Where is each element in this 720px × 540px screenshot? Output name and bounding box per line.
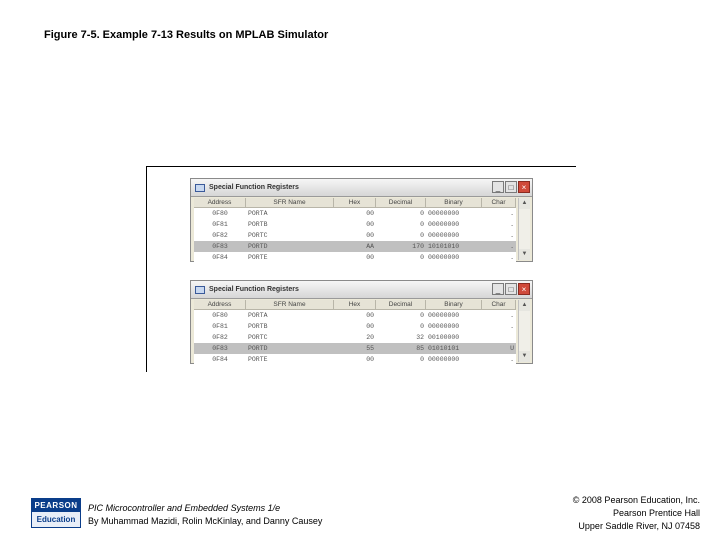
window-title: Special Function Registers: [209, 286, 299, 293]
cell-sfr-name: PORTC: [248, 232, 268, 239]
cell-char: .: [510, 232, 514, 239]
cell-hex: 00: [366, 232, 374, 239]
cell-address: 0F84: [212, 254, 228, 261]
column-header-address[interactable]: Address: [194, 198, 246, 208]
publisher-line: Pearson Prentice Hall: [612, 508, 700, 518]
cell-address: 0F80: [212, 210, 228, 217]
table-row[interactable]: [194, 332, 516, 343]
window-app-icon: [195, 286, 205, 294]
scroll-down-icon[interactable]: ▼: [519, 351, 530, 362]
scroll-up-icon[interactable]: ▲: [519, 300, 530, 311]
cell-address: 0F82: [212, 232, 228, 239]
cell-sfr-name: PORTC: [248, 334, 268, 341]
table-row-selected[interactable]: [194, 343, 516, 354]
cell-char: .: [510, 243, 514, 250]
column-header-address[interactable]: Address: [194, 300, 246, 310]
sfr-window-before: [190, 178, 533, 262]
sfr-window-after: [190, 280, 533, 364]
cell-sfr-name: PORTD: [248, 243, 268, 250]
column-header-char[interactable]: Char: [482, 300, 516, 310]
vertical-scrollbar[interactable]: [518, 300, 530, 362]
cell-char: .: [510, 323, 514, 330]
cell-binary: 00000000: [428, 356, 460, 363]
cell-binary: 00000000: [428, 254, 460, 261]
maximize-icon[interactable]: □: [505, 181, 517, 193]
cell-char: .: [510, 221, 514, 228]
book-authors: By Muhammad Mazidi, Rolin McKinlay, and Danny Causey: [88, 516, 323, 526]
cell-address: 0F81: [212, 323, 228, 330]
cell-char: [482, 332, 516, 343]
cell-address: 0F83: [212, 243, 228, 250]
cell-sfr-name: PORTE: [248, 356, 268, 363]
cell-decimal: 0: [420, 312, 424, 319]
cell-decimal: 170: [412, 243, 424, 250]
minimize-icon[interactable]: _: [492, 283, 504, 295]
cell-hex: 00: [366, 210, 374, 217]
vertical-scrollbar[interactable]: [518, 198, 530, 260]
column-header-hex[interactable]: Hex: [334, 198, 376, 208]
column-header-sfr-name[interactable]: SFR Name: [246, 198, 334, 208]
window-title: Special Function Registers: [209, 184, 299, 191]
cell-hex: 20: [366, 334, 374, 341]
cell-binary: 01010101: [428, 345, 460, 352]
cell-binary: 10101010: [428, 243, 460, 250]
cell-hex: 00: [366, 254, 374, 261]
cell-sfr-name: PORTD: [248, 345, 268, 352]
table-header: [194, 198, 516, 208]
address-line: Upper Saddle River, NJ 07458: [578, 521, 700, 531]
table-row[interactable]: [194, 230, 516, 241]
column-header-binary[interactable]: Binary: [426, 198, 482, 208]
cell-decimal: 0: [420, 323, 424, 330]
sfr-table: [194, 198, 516, 263]
column-header-decimal[interactable]: Decimal: [376, 300, 426, 310]
cell-address: 0F80: [212, 312, 228, 319]
column-header-char[interactable]: Char: [482, 198, 516, 208]
column-header-sfr-name[interactable]: SFR Name: [246, 300, 334, 310]
table-row-selected[interactable]: [194, 241, 516, 252]
cell-sfr-name: PORTB: [248, 323, 268, 330]
cell-char: .: [510, 356, 514, 363]
cell-binary: 00000000: [428, 312, 460, 319]
cell-address: 0F81: [212, 221, 228, 228]
table-row[interactable]: [194, 354, 516, 365]
cell-decimal: 0: [420, 356, 424, 363]
cell-hex: AA: [366, 243, 374, 250]
cell-char: .: [510, 254, 514, 261]
column-header-binary[interactable]: Binary: [426, 300, 482, 310]
figure-frame-top: [146, 166, 576, 167]
cell-char: .: [510, 210, 514, 217]
cell-binary: 00000000: [428, 232, 460, 239]
cell-decimal: 32: [416, 334, 424, 341]
pearson-logo: [31, 498, 81, 528]
cell-decimal: 0: [420, 254, 424, 261]
scroll-down-icon[interactable]: ▼: [519, 249, 530, 260]
maximize-icon[interactable]: □: [505, 283, 517, 295]
book-credit: [88, 502, 322, 528]
logo-wordmark: PEARSON: [34, 501, 78, 510]
figure-title: Figure 7-5. Example 7-13 Results on MPLAB Simulator: [44, 29, 329, 41]
column-header-decimal[interactable]: Decimal: [376, 198, 426, 208]
window-titlebar[interactable]: [191, 179, 532, 197]
cell-address: 0F82: [212, 334, 228, 341]
cell-hex: 55: [366, 345, 374, 352]
figure-frame-left: [146, 166, 147, 372]
window-app-icon: [195, 184, 205, 192]
sfr-table: [194, 300, 516, 365]
cell-sfr-name: PORTB: [248, 221, 268, 228]
cell-sfr-name: PORTA: [248, 210, 268, 217]
close-icon[interactable]: ×: [518, 181, 530, 193]
cell-hex: 00: [366, 312, 374, 319]
cell-decimal: 85: [416, 345, 424, 352]
table-header: [194, 300, 516, 310]
cell-sfr-name: PORTA: [248, 312, 268, 319]
cell-decimal: 0: [420, 232, 424, 239]
cell-binary: 00000000: [428, 221, 460, 228]
book-title: PIC Microcontroller and Embedded Systems 1/e: [88, 503, 281, 513]
table-row[interactable]: [194, 252, 516, 263]
logo-subtitle: Education: [32, 512, 80, 527]
cell-hex: 00: [366, 356, 374, 363]
table-row[interactable]: [194, 321, 516, 332]
cell-decimal: 0: [420, 210, 424, 217]
table-row[interactable]: [194, 219, 516, 230]
cell-binary: 00000000: [428, 210, 460, 217]
cell-address: 0F83: [212, 345, 228, 352]
window-titlebar[interactable]: [191, 281, 532, 299]
cell-binary: 00100000: [428, 334, 460, 341]
scroll-up-icon[interactable]: ▲: [519, 198, 530, 209]
cell-binary: 00000000: [428, 323, 460, 330]
cell-address: 0F84: [212, 356, 228, 363]
cell-sfr-name: PORTE: [248, 254, 268, 261]
cell-hex: 00: [366, 221, 374, 228]
close-icon[interactable]: ×: [518, 283, 530, 295]
copyright-line: © 2008 Pearson Education, Inc.: [572, 495, 700, 505]
table-row[interactable]: [194, 208, 516, 219]
table-row[interactable]: [194, 310, 516, 321]
cell-char: U: [510, 345, 514, 352]
minimize-icon[interactable]: _: [492, 181, 504, 193]
column-header-hex[interactable]: Hex: [334, 300, 376, 310]
cell-decimal: 0: [420, 221, 424, 228]
cell-char: .: [510, 312, 514, 319]
copyright-block: [573, 494, 700, 533]
cell-hex: 00: [366, 323, 374, 330]
